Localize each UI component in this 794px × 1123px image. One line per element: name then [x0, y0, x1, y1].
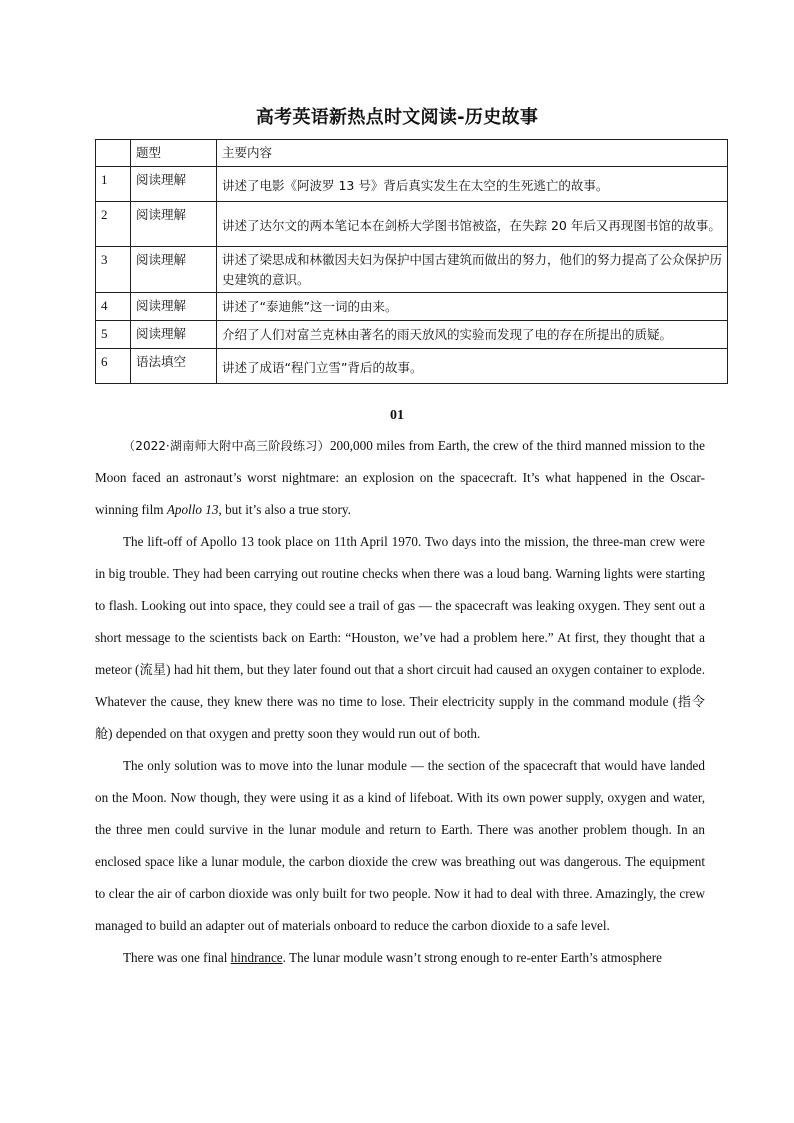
table-row: [96, 167, 728, 202]
table-row: [96, 202, 728, 247]
row-type: 语法填空: [131, 349, 217, 384]
paragraph-2: The lift-off of Apollo 13 took place on 11th April 1970. Two days into the mission, the three-man crew were in big trouble. They had been carrying out routine checks when there was a loud bang. Warning lights were starting to flash. Looking out into space, they could see a trail of gas — the spacecraft was leaking oxygen. They sent out a short message to the scientists back on Earth: “Houston, we’ve had a problem here.” At first, they thought that a meteor (流星) had hit them, but they later found out that a short circuit had caused an oxygen container to explode. Whatever the cause, they knew there was no time to lose. Their electricity supply in the command module (指令舱) depended on that oxygen and pretty soon they would run out of both.: [95, 534, 705, 741]
row-content: 讲述了梁思成和林徽因夫妇为保护中国古建筑而做出的努力，他们的努力提高了公众保护历史建筑的意识。: [217, 247, 728, 293]
film-title: Apollo 13: [166, 502, 219, 517]
row-number: 6: [96, 349, 131, 384]
summary-table: [95, 139, 728, 384]
header-cell-type: 题型: [131, 140, 217, 167]
row-content: 介绍了人们对富兰克林由著名的雨天放风的实验而发现了电的存在所提出的质疑。: [217, 321, 728, 349]
row-content: 讲述了“泰迪熊”这一词的由来。: [217, 293, 728, 321]
paragraph-text: . The lunar module wasn’t strong enough to re-enter Earth’s atmosphere: [282, 950, 662, 965]
table-header-row: [96, 140, 728, 167]
table-row: [96, 293, 728, 321]
row-content: 讲述了成语“程门立雪”背后的故事。: [217, 349, 728, 384]
table-row: [96, 321, 728, 349]
table-row: [96, 247, 728, 293]
row-type: 阅读理解: [131, 167, 217, 202]
article-body: [95, 430, 705, 974]
header-cell-number: [96, 140, 131, 167]
row-number: 5: [96, 321, 131, 349]
row-content: 讲述了达尔文的两本笔记本在剑桥大学图书馆被盗，在失踪 20 年后又再现图书馆的故事。: [217, 202, 728, 247]
row-type: 阅读理解: [131, 202, 217, 247]
row-content: 讲述了电影《阿波罗 13 号》背后真实发生在太空的生死逃亡的故事。: [217, 167, 728, 202]
paragraph-text: 200,000 miles from Earth, the crew of the third manned mission to the Moon faced an astronaut’s worst nightmare: an explosion on the spacecraft. It’s what happened in the Oscar-winning film: [95, 438, 705, 517]
paragraph-text: , but it’s also a true story.: [218, 502, 351, 517]
row-number: 1: [96, 167, 131, 202]
page-title: 高考英语新热点时文阅读-历史故事: [255, 107, 539, 128]
table-row: [96, 349, 728, 384]
paragraph-1: [95, 430, 705, 526]
row-type: 阅读理解: [131, 247, 217, 293]
row-number: 2: [96, 202, 131, 247]
source-label: （2022·湖南师大附中高三阶段练习）: [123, 439, 330, 453]
row-number: 4: [96, 293, 131, 321]
header-cell-content: 主要内容: [217, 140, 728, 167]
row-number: 3: [96, 247, 131, 293]
underlined-word: hindrance: [230, 950, 283, 965]
paragraph-3: The only solution was to move into the lunar module — the section of the spacecraft that would have landed on the Moon. Now though, they were using it as a kind of lifeboat. With its own power supply, oxygen and water, the three men could survive in the lunar module and return to Earth. There was another problem though. In an enclosed space like a lunar module, the carbon dioxide the crew was breathing out was dangerous. The equipment to clear the air of carbon dioxide was only built for two people. Now it had to deal with three. Amazingly, the crew managed to build an adapter out of materials onboard to reduce the carbon dioxide to a safe level.: [95, 758, 705, 933]
paragraph-text: There was one final: [123, 950, 231, 965]
row-type: 阅读理解: [131, 293, 217, 321]
row-type: 阅读理解: [131, 321, 217, 349]
section-number: 01: [390, 408, 404, 423]
paragraph-4: [95, 942, 705, 974]
